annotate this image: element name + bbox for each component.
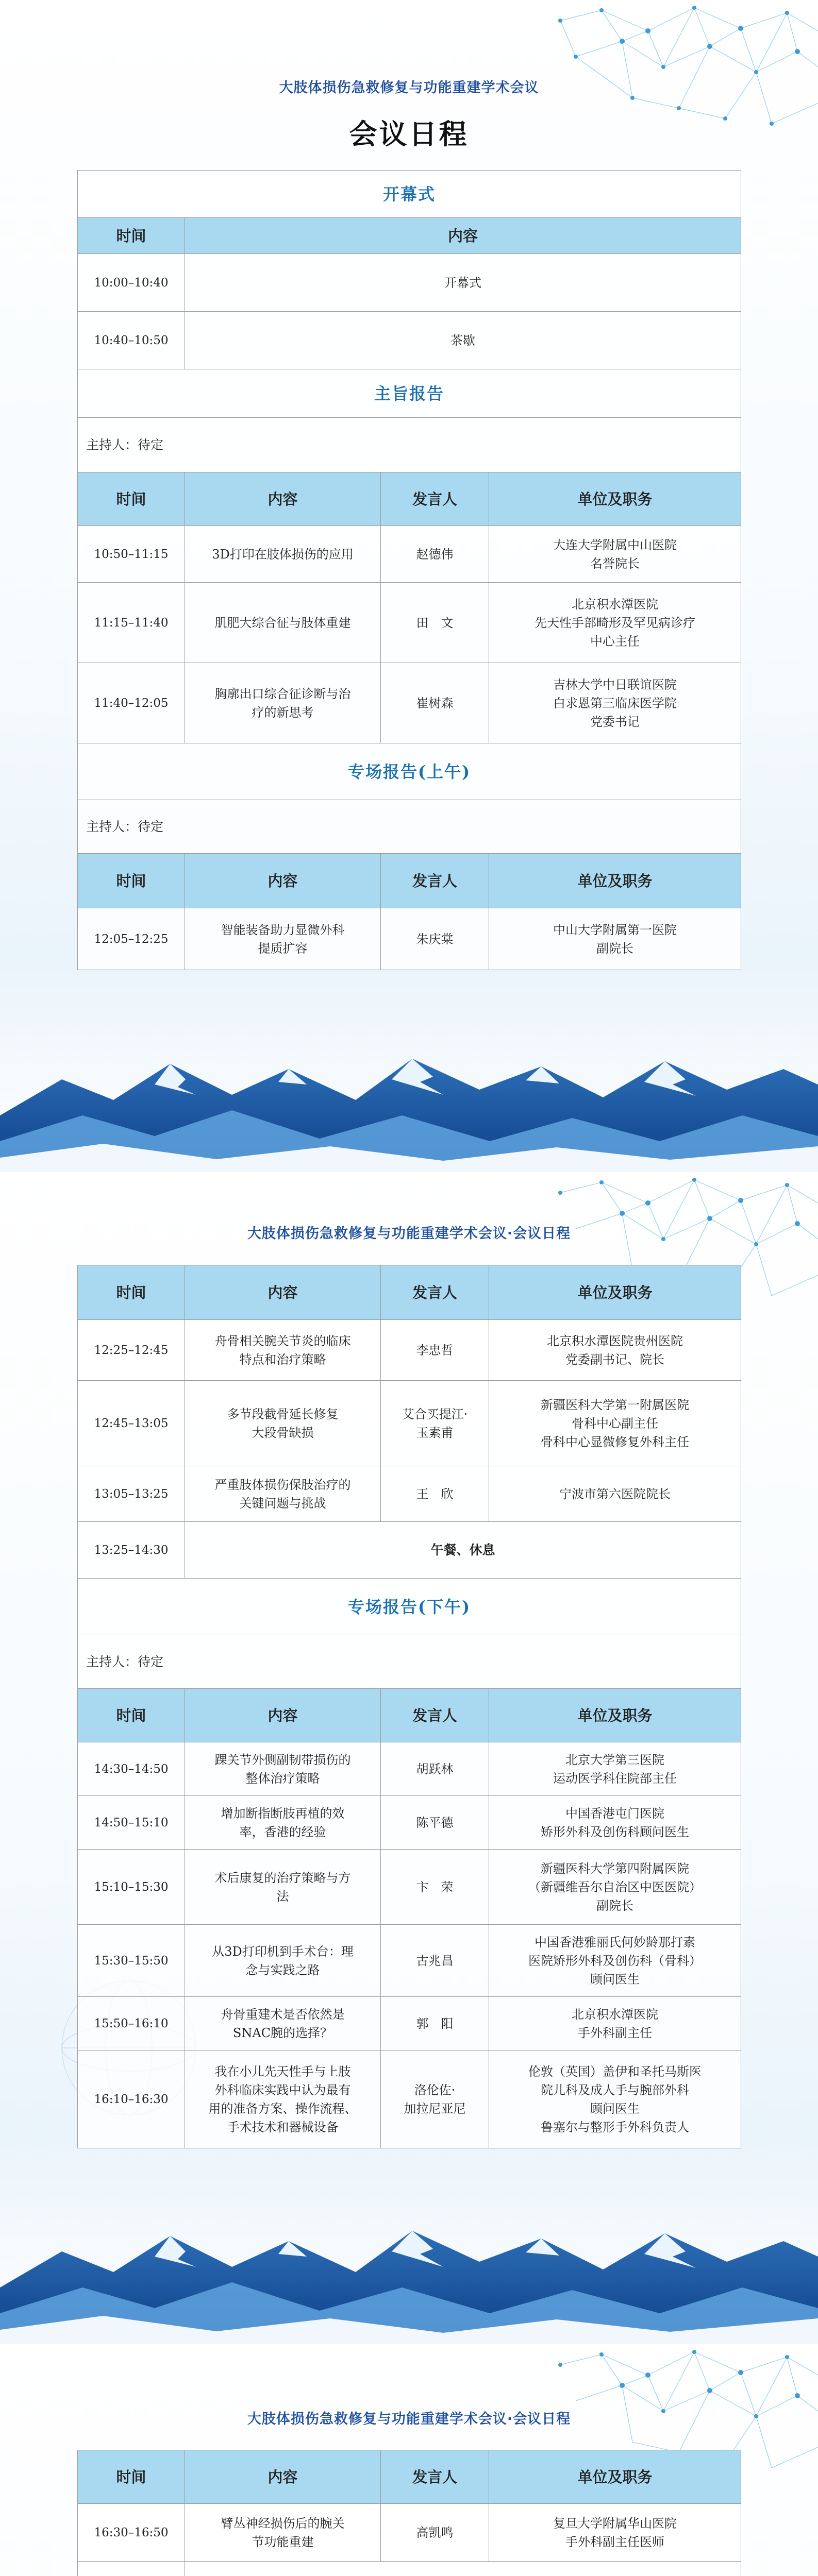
row-content: 我在小儿先天性手与上肢 外科临床实践中认为最有 用的准备方案、操作流程、 手术技术和器械设备: [185, 2050, 381, 2148]
row-time: 16:30–16:50: [78, 2504, 185, 2562]
row-time: 14:50–15:10: [78, 1796, 185, 1850]
row-time: 12:25–12:45: [78, 1320, 185, 1381]
header-row: [78, 1689, 741, 1742]
row-speaker: 王 欣: [381, 1466, 489, 1522]
header-unit: 单位及职务: [489, 1689, 741, 1742]
row-content: 3D打印在肢体损伤的应用: [185, 526, 381, 583]
schedule-table-2: [77, 1265, 741, 2148]
section-morning: [78, 743, 741, 800]
host-row: [78, 1635, 741, 1689]
row-speaker: 郭 阳: [381, 1997, 489, 2050]
page-title: 会议日程: [349, 117, 469, 150]
table-row: [78, 583, 741, 663]
header-unit: 单位及职务: [489, 854, 741, 908]
row-time: 11:15–11:40: [78, 583, 185, 663]
row-time: 15:10–15:30: [78, 1850, 185, 1925]
host-label: 主持人：待定: [78, 1635, 741, 1689]
row-speaker: 朱庆棠: [381, 908, 489, 970]
row-speaker: 洛伦佐· 加拉尼亚尼: [381, 2050, 489, 2148]
conference-title: 大肢体损伤急救修复与功能重建学术会议·会议日程: [247, 2411, 571, 2427]
row-unit: 吉林大学中日联谊医院 白求恩第三临床医学院 党委书记: [489, 663, 741, 743]
header-unit: 单位及职务: [489, 2450, 741, 2504]
row-time: [78, 2562, 185, 2576]
header-unit: 单位及职务: [489, 1265, 741, 1320]
header-speaker: 发言人: [381, 472, 489, 526]
host-row: [78, 800, 741, 854]
row-speaker: 崔树森: [381, 663, 489, 743]
row-time: 10:50–11:15: [78, 526, 185, 583]
row-time: 12:05–12:25: [78, 908, 185, 970]
row-time: 15:50–16:10: [78, 1997, 185, 2050]
row-content: 肌肥大综合征与肢体重建: [185, 583, 381, 663]
header-time: 时间: [78, 854, 185, 908]
table-row: [78, 1320, 741, 1381]
row-speaker: 高凯鸣: [381, 2504, 489, 2562]
row-speaker: 赵德伟: [381, 526, 489, 583]
row-content: 增加断指断肢再植的效 率，香港的经验: [185, 1796, 381, 1850]
section-title: 开幕式: [78, 171, 741, 218]
header-content: 内容: [185, 854, 381, 908]
row-content: 智能装备助力显微外科 提质扩容: [185, 908, 381, 970]
schedule-page-2: [0, 1172, 818, 2344]
schedule-page-1: [0, 0, 818, 1172]
row-time: 13:25–14:30: [78, 1522, 185, 1579]
row-content: 从3D打印机到手术台：理 念与实践之路: [185, 1925, 381, 1997]
schedule-table-3: [77, 2450, 741, 2576]
row-unit: 宁波市第六医院院长: [489, 1466, 741, 1522]
row-time: 10:00–10:40: [78, 254, 185, 312]
table-row: [78, 1997, 741, 2050]
row-unit: 北京积水潭医院 先天性手部畸形及罕见病诊疗 中心主任: [489, 583, 741, 663]
header-row: [78, 218, 741, 254]
header-speaker: 发言人: [381, 1689, 489, 1742]
conference-title: 大肢体损伤急救修复与功能重建学术会议·会议日程: [247, 1226, 571, 1242]
header-time: 时间: [78, 218, 185, 254]
row-speaker: 李忠哲: [381, 1320, 489, 1381]
header-speaker: 发言人: [381, 854, 489, 908]
row-unit: 中山大学附属第一医院 副院长: [489, 908, 741, 970]
row-content: 多节段截骨延长修复 大段骨缺损: [185, 1381, 381, 1466]
row-time: 15:30–15:50: [78, 1925, 185, 1997]
table-row: [78, 312, 741, 369]
row-time: 16:10–16:30: [78, 2050, 185, 2148]
schedule-page-3: [0, 2344, 818, 2576]
row-content: 踝关节外侧副韧带损伤的 整体治疗策略: [185, 1742, 381, 1796]
header-row: [78, 2450, 741, 2504]
row-content: 严重肢体损伤保肢治疗的 关键问题与挑战: [185, 1466, 381, 1522]
lunch-row: [78, 1522, 741, 1579]
row-time: 10:40–10:50: [78, 312, 185, 369]
row-time: 12:45–13:05: [78, 1381, 185, 1466]
header-time: 时间: [78, 1265, 185, 1320]
table-row: [78, 1850, 741, 1925]
row-speaker: 艾合买提江· 玉素甫: [381, 1381, 489, 1466]
row-speaker: 卞 荣: [381, 1850, 489, 1925]
row-content: 臂丛神经损伤后的腕关 节功能重建: [185, 2504, 381, 2562]
row-time: 14:30–14:50: [78, 1742, 185, 1796]
row-content: [185, 2562, 741, 2576]
header-content: 内容: [185, 218, 741, 254]
row-speaker: 田 文: [381, 583, 489, 663]
header-time: 时间: [78, 1689, 185, 1742]
row-speaker: 陈平德: [381, 1796, 489, 1850]
break-row: [78, 2562, 741, 2576]
row-unit: 新疆医科大学第一附属医院 骨科中心副主任 骨科中心显微修复外科主任: [489, 1381, 741, 1466]
header-row: [78, 854, 741, 908]
table-row: [78, 1796, 741, 1850]
row-content: 开幕式: [185, 254, 741, 312]
host-label: 主持人：待定: [78, 418, 741, 472]
header-row: [78, 1265, 741, 1320]
table-row: [78, 1466, 741, 1522]
row-content: 胸廓出口综合征诊断与治 疗的新思考: [185, 663, 381, 743]
host-row: [78, 418, 741, 472]
row-time: 11:40–12:05: [78, 663, 185, 743]
row-speaker: 胡跃林: [381, 1742, 489, 1796]
header-content: 内容: [185, 2450, 381, 2504]
table-row: [78, 254, 741, 312]
header-speaker: 发言人: [381, 1265, 489, 1320]
section-title: 专场报告(上午): [78, 743, 741, 800]
table-row: [78, 2050, 741, 2148]
header-row: [78, 472, 741, 526]
row-unit: 北京大学第三医院 运动医学科住院部主任: [489, 1742, 741, 1796]
header-time: 时间: [78, 2450, 185, 2504]
snow-mountain-decoration: [0, 1038, 818, 1172]
header-unit: 单位及职务: [489, 472, 741, 526]
row-unit: 北京积水潭医院 手外科副主任: [489, 1997, 741, 2050]
row-unit: 复旦大学附属华山医院 手外科副主任医师: [489, 2504, 741, 2562]
header-time: 时间: [78, 472, 185, 526]
schedule-table-1: [77, 170, 741, 970]
section-opening: [78, 171, 741, 218]
table-row: [78, 2504, 741, 2562]
row-unit: 中国香港屯门医院 矫形外科及创伤科顾问医生: [489, 1796, 741, 1850]
table-row: [78, 663, 741, 743]
row-unit: 新疆医科大学第四附属医院 （新疆维吾尔自治区中医医院） 副院长: [489, 1850, 741, 1925]
row-content: 午餐、休息: [185, 1522, 741, 1579]
table-row: [78, 908, 741, 970]
row-unit: 中国香港雅丽氏何妙龄那打素 医院矫形外科及创伤科（骨科） 顾问医生: [489, 1925, 741, 1997]
snow-mountain-decoration: [0, 2210, 818, 2344]
row-content: 舟骨重建术是否依然是 SNAC腕的选择？: [185, 1997, 381, 2050]
header-content: 内容: [185, 1689, 381, 1742]
host-label: 主持人：待定: [78, 800, 741, 854]
table-row: [78, 1381, 741, 1466]
section-title: 主旨报告: [78, 369, 741, 418]
table-row: [78, 1742, 741, 1796]
section-afternoon: [78, 1579, 741, 1635]
header-content: 内容: [185, 1265, 381, 1320]
row-content: 舟骨相关腕关节炎的临床 特点和治疗策略: [185, 1320, 381, 1381]
row-time: 13:05–13:25: [78, 1466, 185, 1522]
header-speaker: 发言人: [381, 2450, 489, 2504]
section-title: 专场报告(下午): [78, 1579, 741, 1635]
row-speaker: 古兆昌: [381, 1925, 489, 1997]
row-content: 茶歇: [185, 312, 741, 369]
table-row: [78, 1925, 741, 1997]
section-keynote: [78, 369, 741, 418]
row-unit: 北京积水潭医院贵州医院 党委副书记、院长: [489, 1320, 741, 1381]
row-unit: 伦敦（英国）盖伊和圣托马斯医 院儿科及成人手与腕部外科 顾问医生 鲁塞尔与整形手外科负责人: [489, 2050, 741, 2148]
row-content: 术后康复的治疗策略与方 法: [185, 1850, 381, 1925]
header-content: 内容: [185, 472, 381, 526]
row-unit: 大连大学附属中山医院 名誉院长: [489, 526, 741, 583]
table-row: [78, 526, 741, 583]
conference-title: 大肢体损伤急救修复与功能重建学术会议: [279, 80, 539, 96]
